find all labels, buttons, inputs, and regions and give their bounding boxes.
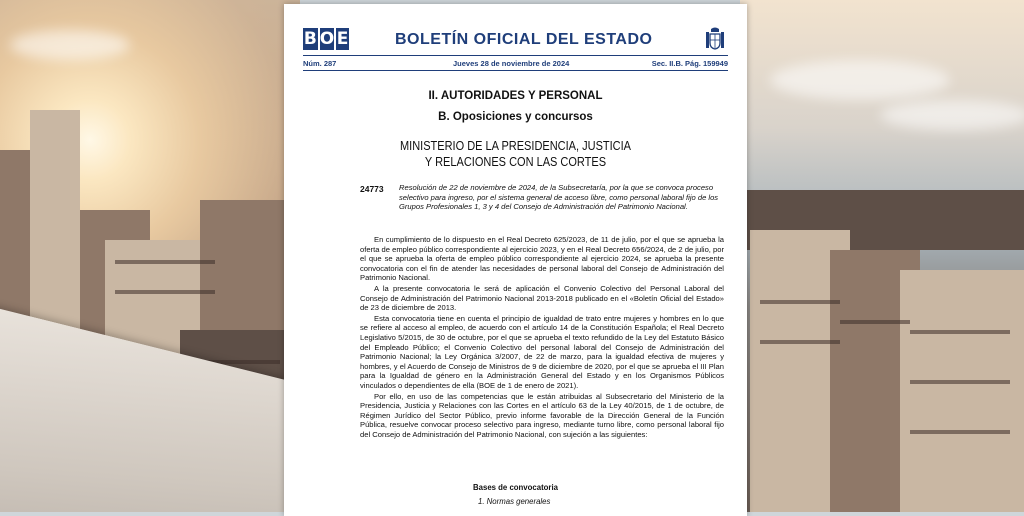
boe-logo: [303, 28, 351, 50]
issue-date: Jueves 28 de noviembre de 2024: [453, 59, 570, 68]
coat-of-arms-icon: [704, 26, 726, 52]
logo-letter: O: [319, 29, 335, 49]
building: [900, 270, 1024, 512]
body-paragraph: Esta convocatoria tiene en cuenta el principio de igualdad de trato entre mujeres y hombres en lo que se refiere al acceso al empleo, de acuerdo con el artículo 14 de la Constitución Española; el Real Decreto Legislativo 5/2015, de 30 de octubre, por el que se aprueba el texto refundido de la Ley del Estatuto Básico del Empleado Público; el Convenio Colectivo del personal laboral del Consejo de Administración del Patrimonio Nacional; la Ley Orgánica 3/2007, de 22 de marzo, para la igualdad efectiva de mujeres y hombres, y el Acuerdo de Consejo de Ministros de 9 de diciembre de 2020, por el que se aprueba el III Plan para la Igualdad de género en la Administración General del Estado y en los Organismos Públicos vinculados o dependientes de ella (BOE de 1 de enero de 2021).: [360, 313, 724, 390]
section-subheading: B. Oposiciones y concursos: [438, 111, 593, 123]
section-page: Sec. II.B. Pág. 159949: [651, 59, 728, 68]
ministry-line: MINISTERIO DE LA PRESIDENCIA, JUSTICIA: [399, 139, 632, 153]
bases-item: 1. Normas generales: [478, 497, 551, 506]
meta-rule: [303, 70, 728, 71]
body-paragraph: En cumplimiento de lo dispuesto en el Real Decreto 625/2023, de 11 de julio, por el que se aprueba la oferta de empleo público correspondiente al ejercicio 2023, y en el Real Decreto 656/2024, de 2 de julio, por el que se aprueba la oferta de empleo público correspondiente al ejercicio 2024, se aprueba la presente convocatoria con el fin de atender las necesidades de personal laboral del Consejo de Administración del Patrimonio Nacional.: [360, 235, 724, 283]
resolution-summary: Resolución de 22 de noviembre de 2024, de la Subsecretaría, por la que se convoca proceso selectivo para ingreso, por el sistema general de acceso libre, como personal laboral fijo de los Grupos Profesionales 1, 3 y 4 del Consejo de Administración del Patrimonio Nacional.: [399, 183, 719, 212]
cloud: [10, 30, 130, 60]
resolution-number: 24773: [360, 184, 384, 194]
header-rule: [303, 55, 728, 56]
ministry-line: Y RELACIONES CON LAS CORTES: [424, 155, 607, 169]
bases-heading: Bases de convocatoria: [473, 483, 558, 492]
gazette-title: BOLETÍN OFICIAL DEL ESTADO: [395, 31, 653, 48]
body-paragraph: Por ello, en uso de las competencias que le están atribuidas al Subsecretario del Ministerio de la Presidencia, Justicia y Relaciones con las Cortes en el artículo 63 de la Ley 40/2015, de 1 de octubre, de Régimen Jurídico del Sector Público, previo informe favorable de la Dirección General de la Función Pública, resuelve convocar proceso selectivo para ingreso, mediante turno libre, como personal laboral fijo del Consejo de Administración del Patrimonio Nacional, con sujeción a las siguientes:: [360, 391, 724, 439]
logo-letter: E: [336, 29, 349, 49]
body-paragraph: A la presente convocatoria le será de aplicación el Convenio Colectivo del Personal Laboral del Consejo de Administración del Patrimonio Nacional 2013-2018 publicado en el «Boletín Oficial del Estado» de 23 de diciembre de 2013.: [360, 283, 724, 313]
building: [30, 110, 80, 350]
logo-letter: B: [303, 29, 317, 49]
issue-number: Núm. 287: [303, 59, 337, 68]
section-heading: II. AUTORIDADES Y PERSONAL: [428, 90, 603, 102]
cloud: [880, 100, 1024, 130]
document-body: [360, 235, 724, 440]
cloud: [770, 60, 950, 100]
document-header: [303, 26, 728, 56]
ministry-heading: [312, 138, 719, 170]
boe-document-page: [284, 4, 747, 516]
